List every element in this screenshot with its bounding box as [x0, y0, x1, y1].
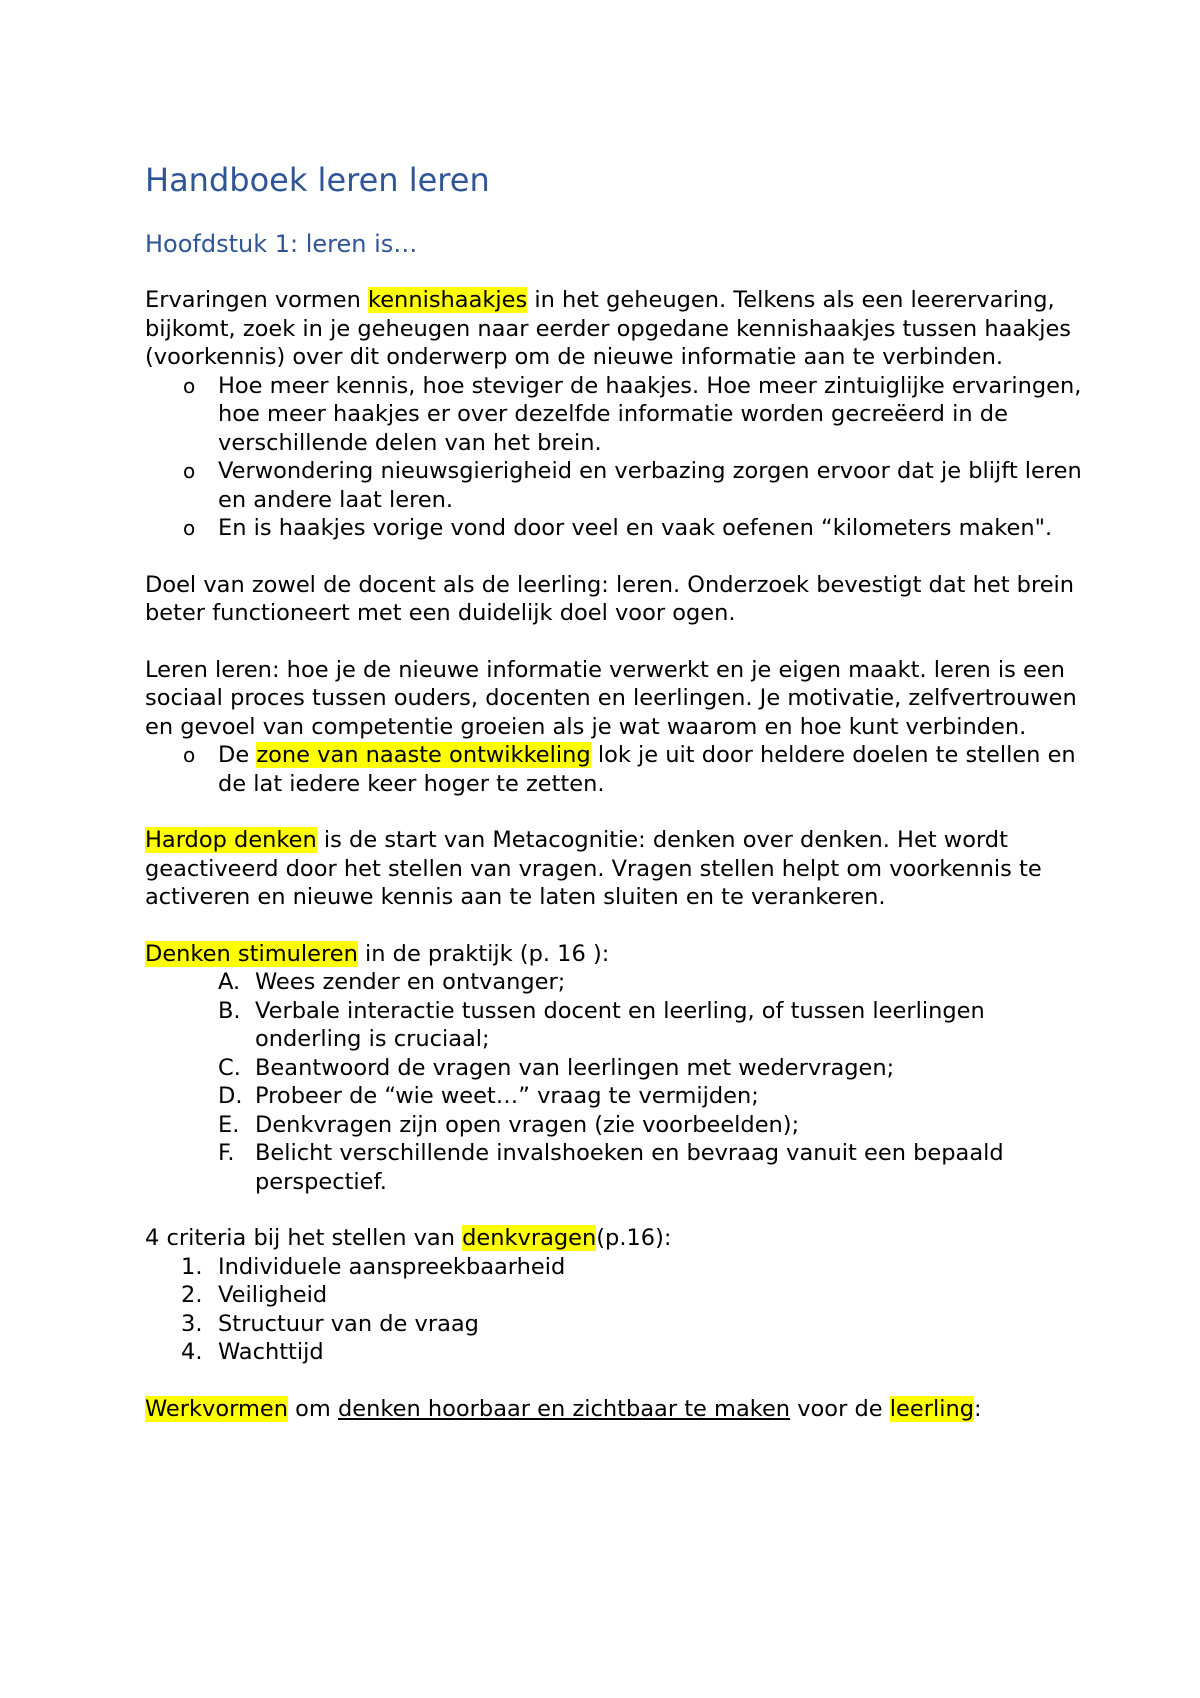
list-item: o En is haakjes vorige vond door veel en vaak oefenen “kilometers maken".: [145, 514, 1085, 543]
text-run: 4 criteria bij het stellen van: [145, 1225, 463, 1251]
text-run: om: [288, 1395, 339, 1422]
list-item-text: Verbale interactie tussen docent en leerling, of tussen leerlingen onderling is cruciaal;: [255, 997, 985, 1052]
list-item: [145, 997, 1085, 1054]
highlight-denken-stimuleren: Denken stimuleren: [145, 940, 358, 967]
list-item: [145, 1054, 1085, 1083]
list-item: [145, 1253, 1085, 1282]
document-content: [145, 160, 1085, 1423]
list-marker: B.: [218, 997, 241, 1024]
paragraph-criteria: [145, 1224, 1085, 1253]
list-marker: 4.: [181, 1339, 203, 1365]
list-item-text: Wees zender en ontvanger;: [255, 969, 566, 995]
list-item: [145, 1281, 1085, 1310]
list-item: [145, 1111, 1085, 1140]
list-item: [145, 741, 1085, 798]
numbered-list: [145, 1253, 1085, 1367]
text-run: (p.16):: [596, 1225, 672, 1251]
text-run: in de praktijk (p. 16 ):: [357, 940, 610, 967]
list-item: [145, 968, 1085, 997]
paragraph-leren-leren: Leren leren: hoe je de nieuwe informatie verwerkt en je eigen maakt. leren is een sociaal proces tussen ouders, docenten en leerlingen. Je motivatie, zelfvertrouwen en gevoel van competentie groeien als je wat waarom en hoe kunt verbinden.: [145, 656, 1077, 740]
list-marker: 2.: [181, 1282, 203, 1308]
paragraph-denken-stimuleren: [145, 940, 1085, 969]
list-item-text: Belicht verschillende invalshoeken en bevraag vanuit een bepaald perspectief.: [255, 1140, 1004, 1195]
list-item: o Hoe meer kennis, hoe steviger de haakjes. Hoe meer zintuiglijke ervaringen, hoe meer haakjes er over dezelfde informatie worden gecreëerd in de verschillende delen van het brein.: [145, 372, 1085, 458]
list-item: [145, 1082, 1085, 1111]
text-run: voor de: [790, 1395, 890, 1422]
chapter-heading: Hoofdstuk 1: leren is…: [145, 230, 418, 258]
list-marker: 1.: [181, 1253, 203, 1280]
highlight-werkvormen: Werkvormen: [145, 1395, 289, 1422]
list-item-text: Structuur van de vraag: [218, 1310, 479, 1337]
list-marker: F.: [218, 1140, 235, 1166]
list-marker: D.: [218, 1083, 243, 1109]
list-item-text: Individuele aanspreekbaarheid: [218, 1253, 566, 1280]
text-run: :: [974, 1395, 982, 1422]
list-item-text: Beantwoord de vragen van leerlingen met wedervragen;: [255, 1054, 895, 1081]
text-run: De: [218, 742, 257, 768]
highlight-hardop-denken: Hardop denken: [145, 827, 317, 853]
lettered-list: [145, 968, 1085, 1196]
document-title: Handboek leren leren: [145, 161, 490, 199]
list-item-text: Denkvragen zijn open vragen (zie voorbeelden);: [255, 1111, 800, 1138]
text-run: lok je uit door heldere doelen te stellen en de lat iedere keer hoger te zetten.: [218, 742, 1076, 797]
paragraph-kennishaakjes: [145, 286, 1085, 372]
text-run: in het geheugen. Telkens als een leerervaring, bijkomt, zoek in je geheugen naar eerder opgedane kennishaakjes tussen haakjes (voorkennis) over dit onderwerp om de nieuwe informatie aan te verbinden.: [145, 287, 1072, 370]
list-item: [145, 1338, 1085, 1367]
highlight-denkvragen: denkvragen: [462, 1225, 597, 1251]
list-item-text: Wachttijd: [218, 1339, 324, 1365]
list-item: o Verwondering nieuwsgierigheid en verbazing zorgen ervoor dat je blijft leren en andere laat leren.: [145, 457, 1085, 514]
paragraph-hardop-denken: [145, 826, 1085, 912]
paragraph-werkvormen: [145, 1395, 1085, 1424]
paragraph-doel: Doel van zowel de docent als de leerling: leren. Onderzoek bevestigt dat het brein beter functioneert met een duidelijk doel voor ogen.: [145, 571, 1075, 626]
underlined-text: denken hoorbaar en zichtbaar te maken: [338, 1395, 791, 1422]
list-item: [145, 1310, 1085, 1339]
bullet-list-2: [145, 741, 1085, 798]
list-marker: C.: [218, 1054, 241, 1081]
list-item-text: Veiligheid: [218, 1282, 328, 1308]
highlight-kennishaakjes: kennishaakjes: [367, 287, 528, 313]
highlight-zone: zone van naaste ontwikkeling: [256, 742, 591, 768]
list-marker: A.: [218, 969, 241, 995]
text-run: is de start van Metacognitie: denken over denken. Het wordt geactiveerd door het stellen van vragen. Vragen stellen helpt om voorkennis te activeren en nieuwe kennis aan te laten sluiten en te verankeren.: [145, 827, 1042, 910]
list-item: [145, 1139, 1085, 1196]
bullet-list-1: [145, 372, 1085, 543]
document-body: [145, 286, 1085, 1423]
highlight-leerling: leerling: [889, 1395, 974, 1422]
list-item-text: Probeer de “wie weet…” vraag te vermijden;: [255, 1083, 759, 1109]
list-marker: 3.: [181, 1310, 203, 1337]
text-run: Ervaringen vormen: [145, 287, 368, 313]
list-marker: E.: [218, 1111, 240, 1138]
